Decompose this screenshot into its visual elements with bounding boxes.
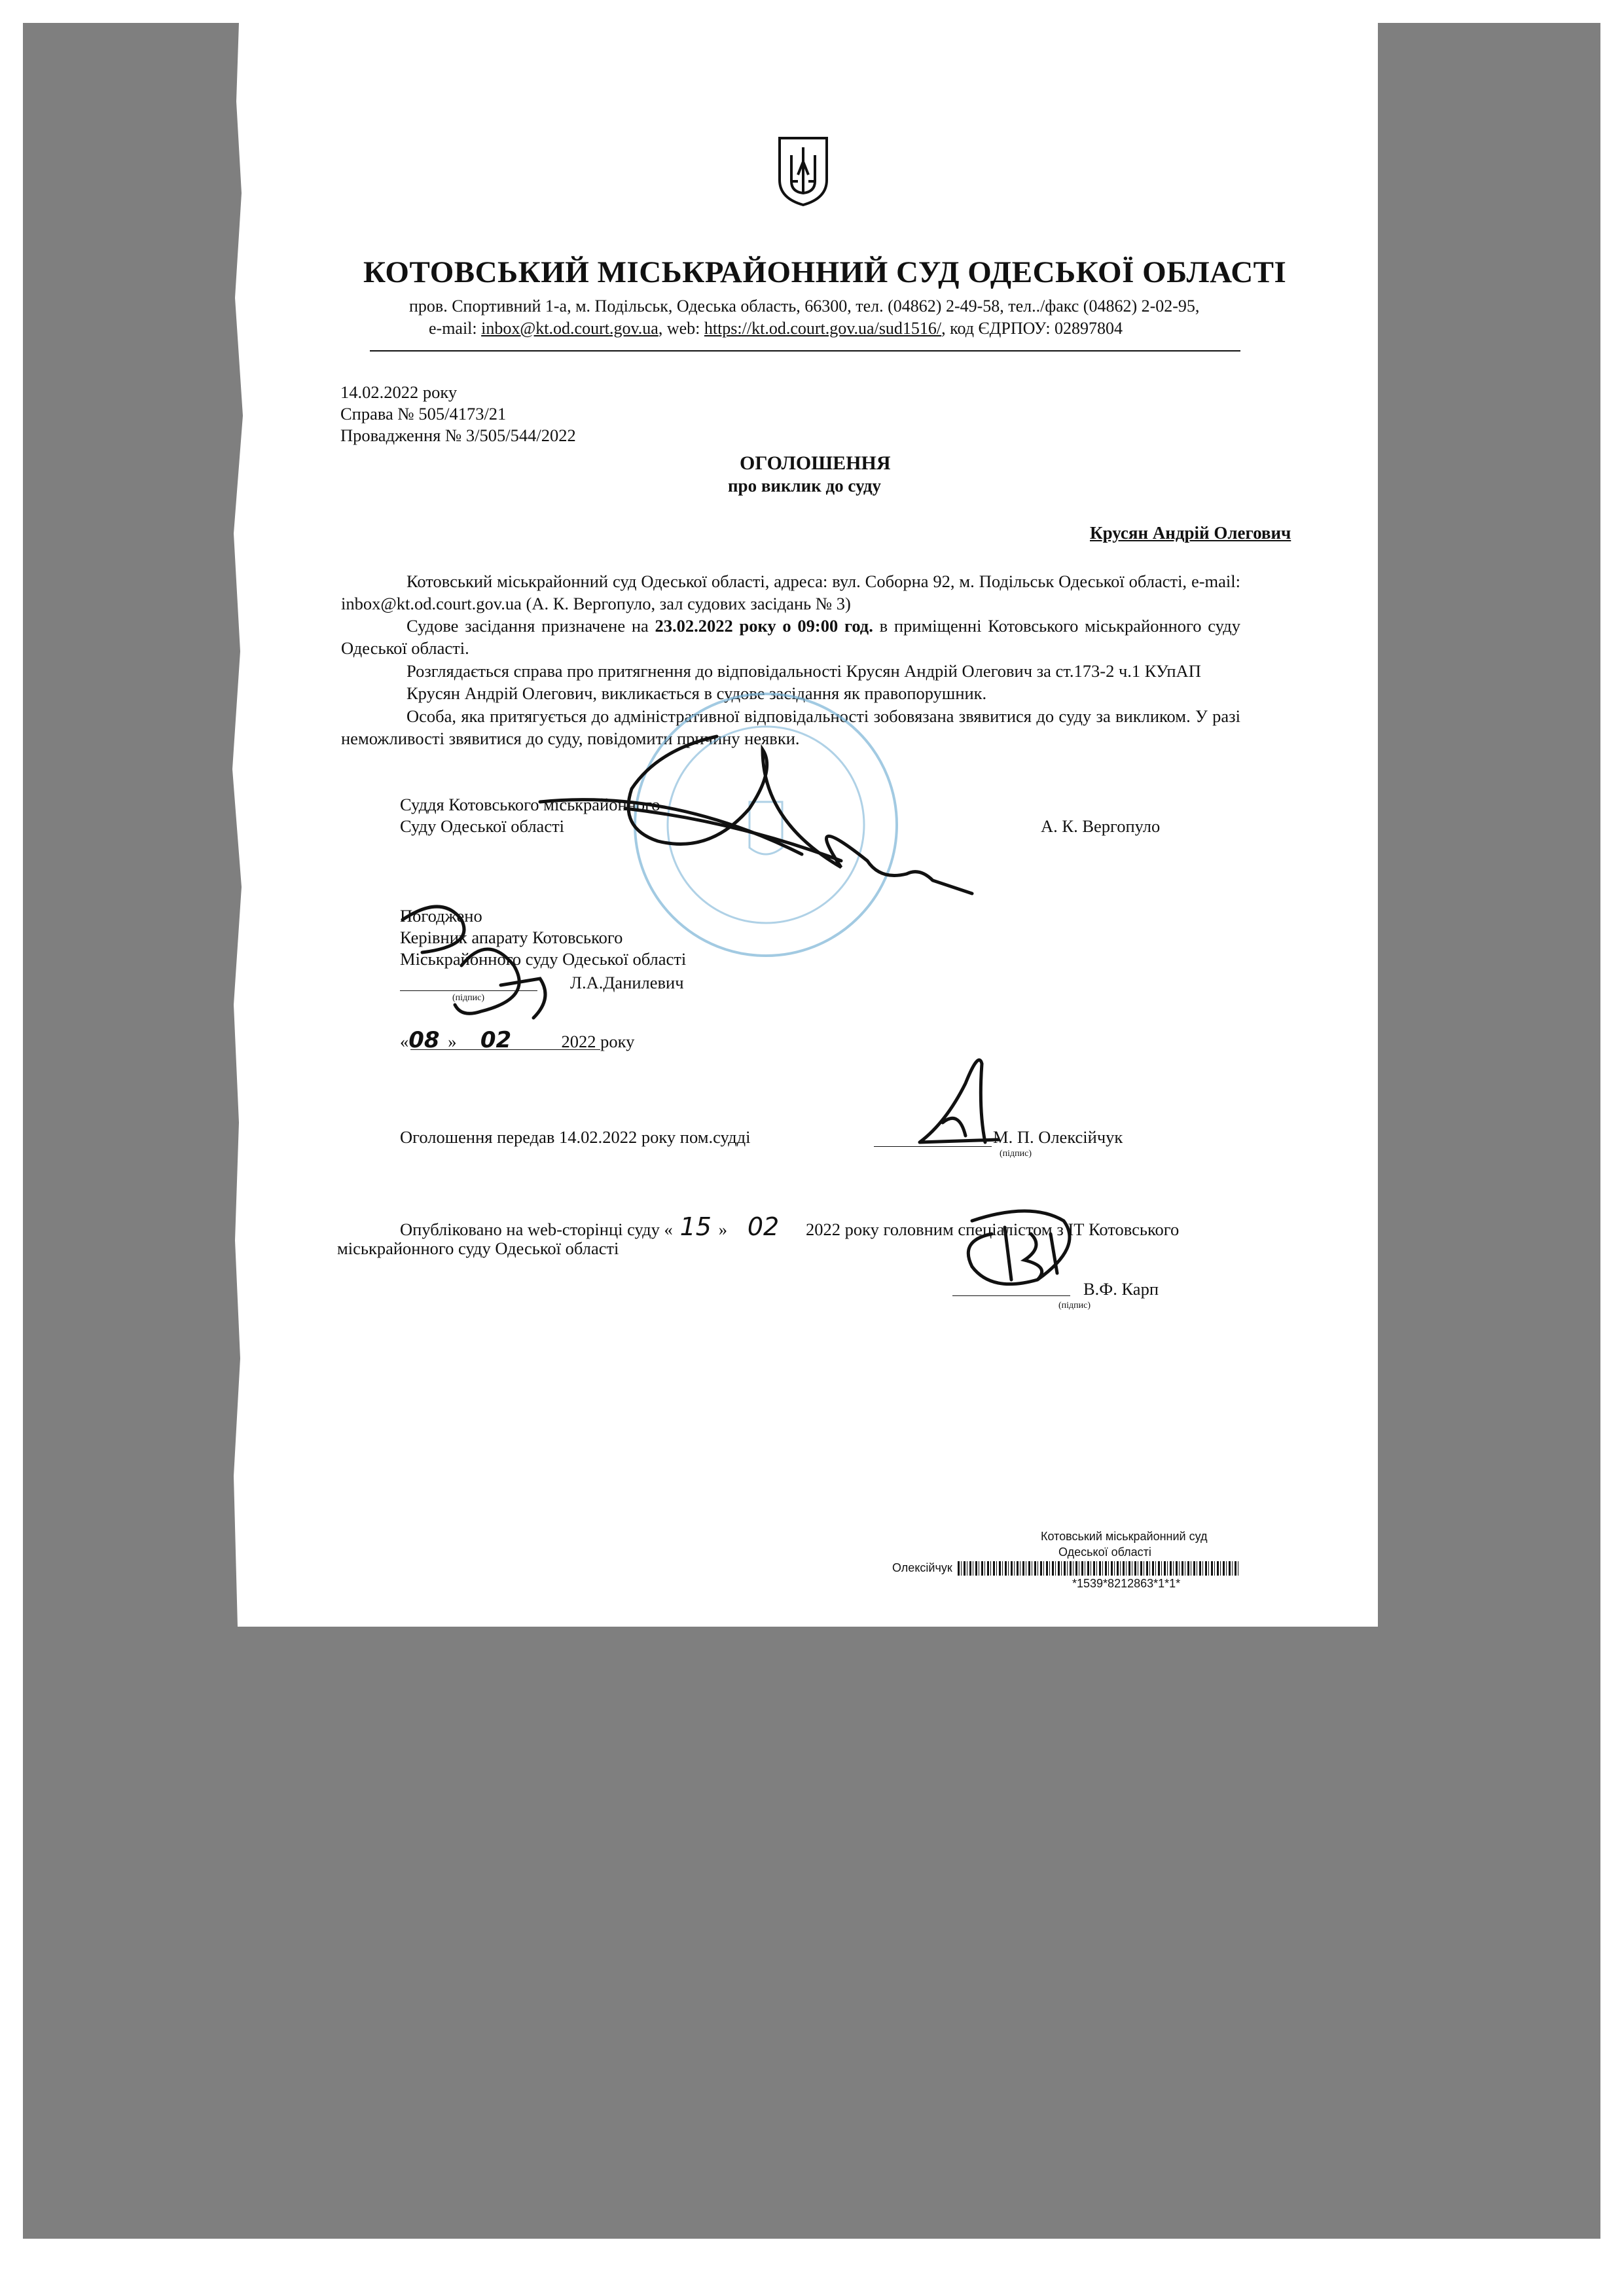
court-contacts — [429, 319, 1123, 338]
court-address: пров. Спортивний 1-а, м. Подільськ, Одеська область, 66300, тел. (04862) 2-49-58, тел../факс (04862) 2-02-95, — [409, 297, 1200, 316]
header-divider — [370, 350, 1240, 352]
judge-title-line1: Суддя Котовського міськрайонного — [400, 795, 660, 814]
notice-title: ОГОЛОШЕННЯ — [740, 452, 891, 474]
transfer-text: Оголошення передав 14.02.2022 року пом.судді — [400, 1127, 751, 1147]
email-link[interactable]: inbox@kt.od.court.gov.ua — [481, 319, 659, 338]
transfer-name: М. П. Олексійчук — [993, 1127, 1123, 1147]
approval-date-close: » — [448, 1032, 457, 1051]
judge-title-line2: Суду Одеської області — [400, 816, 565, 836]
paragraph-case: Розглядається справа про притягнення до відповідальності Крусян Андрій Олегович за ст.173-2 ч.1 КУпАП — [406, 661, 1201, 681]
paragraph-summoned: Крусян Андрій Олегович, викликається в судове засідання як правопорушник. — [406, 683, 987, 703]
transfer-sign-note: (підпис) — [1000, 1149, 1032, 1159]
publication-line2: міськрайонного суду Одеської області — [337, 1238, 619, 1258]
scan-background-bottom — [23, 1627, 1600, 2239]
document-page — [232, 23, 1378, 1627]
case-number: Справа № 505/4173/21 — [340, 404, 507, 424]
publication-text-c: 2022 року головним спеціалістом з ІТ Котовського — [806, 1220, 1180, 1239]
hearing-prefix: Судове засідання призначене на — [406, 616, 655, 636]
hearing-datetime: 23.02.2022 року о 09:00 год. — [655, 616, 873, 636]
scan-background-left — [23, 23, 232, 1627]
approval-name: Л.А.Данилевич — [570, 973, 684, 992]
coat-of-arms-icon — [777, 136, 829, 208]
approval-date-open: « — [400, 1032, 409, 1051]
notice-subtitle: про виклик до суду — [728, 476, 882, 496]
approval-sign-note: (підпис) — [452, 993, 485, 1003]
addressee: Крусян Андрій Олегович — [1090, 523, 1291, 543]
stamp-clerk: Олексійчук — [892, 1561, 952, 1574]
publication-sign-line — [952, 1295, 1070, 1296]
approval-date-year: 2022 року — [561, 1032, 635, 1051]
doc-date: 14.02.2022 року — [340, 382, 458, 402]
approval-date-line — [410, 1049, 600, 1050]
stamp-region: Одеської області — [1058, 1545, 1151, 1559]
approval-line1: Керівник апарату Котовського — [400, 928, 623, 947]
court-name: КОТОВСЬКИЙ МІСЬКРАЙОННИЙ СУД ОДЕСЬКОЇ ОБЛАСТІ — [363, 255, 1287, 289]
publication-day: 15 — [679, 1212, 712, 1241]
judge-name: А. К. Вергопуло — [1041, 816, 1161, 836]
transfer-signature — [907, 1044, 1018, 1155]
publication-signature — [952, 1195, 1096, 1293]
paragraph-court-address: Котовський міськрайонний суд Одеської області, адреса: вул. Соборна 92, м. Подільськ Одеської області, e-mail: inbox@kt.od.court.gov.ua (А. К. Вергопуло, зал судових засідань № 3) — [341, 571, 1240, 613]
contacts-prefix: e-mail: — [429, 319, 482, 338]
barcode — [958, 1561, 1239, 1576]
publication-sign-note: (підпис) — [1058, 1301, 1091, 1310]
publication-text-a: Опубліковано на web-сторінці суду « — [400, 1220, 673, 1239]
publication-text-b: » — [718, 1220, 727, 1239]
torn-edge — [230, 23, 256, 1627]
approval-date-month: 02 — [480, 1027, 512, 1053]
publication-month: 02 — [747, 1212, 780, 1241]
approval-signature — [383, 894, 599, 1038]
scan-background-right — [1378, 23, 1600, 1627]
proceeding-number: Провадження № 3/505/544/2022 — [340, 425, 576, 445]
paragraph-obligation: Особа, яка притягується до адміністративної відповідальності зобовязана звявитися до суду за викликом. У разі неможливості звявитися до суду, повідомити причину неявки. — [341, 706, 1240, 748]
approval-label: Погоджено — [400, 906, 482, 926]
publication-name: В.Ф. Карп — [1083, 1279, 1159, 1299]
approval-line2: Міськрайонного суду Одеської області — [400, 949, 687, 969]
stamp-code: *1539*8212863*1*1* — [1072, 1577, 1181, 1590]
web-link[interactable]: https://kt.od.court.gov.ua/sud1516/ — [704, 319, 942, 338]
approval-date-day: 08 — [408, 1027, 440, 1053]
stamp-org: Котовський міськрайонний суд — [1041, 1530, 1208, 1543]
hearing-suffix: в приміщенні Котовського міськрайонного суду Одеської області. — [341, 616, 1240, 658]
judge-signature — [344, 710, 1064, 920]
edrpou-code: , код ЄДРПОУ: 02897804 — [941, 319, 1123, 338]
web-prefix: , web: — [658, 319, 704, 338]
paragraph-hearing — [341, 615, 1240, 659]
